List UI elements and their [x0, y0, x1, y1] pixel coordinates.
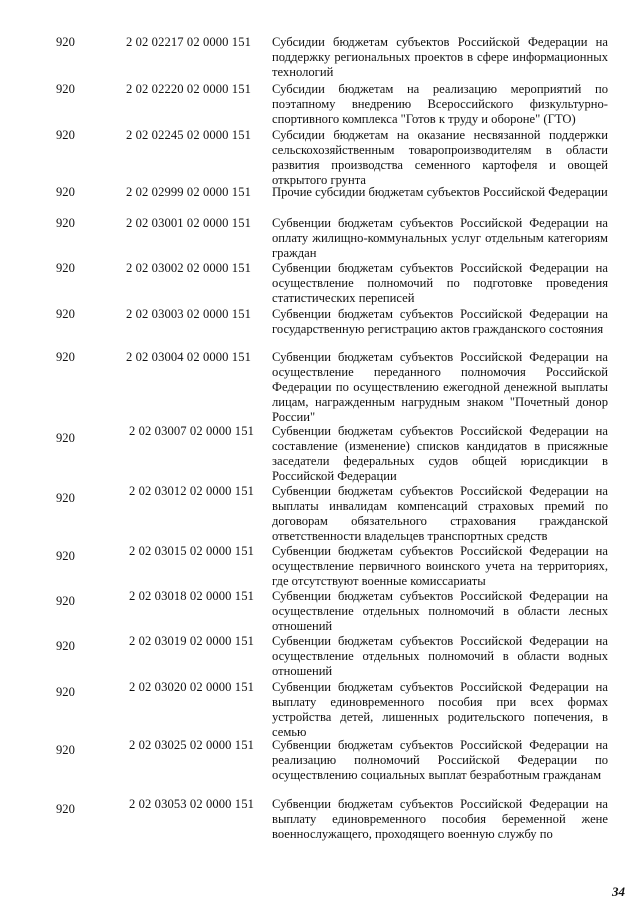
revenue-code: 2 02 03001 02 0000 151: [126, 216, 251, 230]
revenue-code: 2 02 03012 02 0000 151: [129, 484, 254, 498]
revenue-description: Субвенции бюджетам субъектов Российской Федерации на осуществление полномочий по подготовке проведения статистических переписей: [272, 261, 608, 305]
revenue-code: 2 02 03025 02 0000 151: [129, 738, 254, 752]
admin-code: 920: [56, 685, 75, 699]
revenue-description: Субсидии бюджетам на реализацию мероприятий по поэтапному внедрению Всероссийского физкультурно-спортивного комплекса "Готов к труду и обороне" (ГТО): [272, 82, 608, 126]
revenue-code: 2 02 03007 02 0000 151: [129, 424, 254, 438]
admin-code: 920: [56, 594, 75, 608]
revenue-code: 2 02 02999 02 0000 151: [126, 185, 251, 199]
revenue-code: 2 02 02220 02 0000 151: [126, 82, 251, 96]
admin-code: 920: [56, 639, 75, 653]
admin-code: 920: [56, 128, 75, 142]
revenue-description: Субвенции бюджетам субъектов Российской Федерации на оплату жилищно-коммунальных услуг отдельным категориям граждан: [272, 216, 608, 260]
revenue-description: Субсидии бюджетам субъектов Российской Федерации на поддержку региональных проектов в сфере информационных технологий: [272, 35, 608, 79]
revenue-description: Субвенции бюджетам субъектов Российской Федерации на выплату единовременного пособия беременной жене военнослужащего, проходящего военную службу по: [272, 797, 608, 841]
admin-code: 920: [56, 35, 75, 49]
revenue-code: 2 02 02217 02 0000 151: [126, 35, 251, 49]
admin-code: 920: [56, 802, 75, 816]
revenue-description: Субвенции бюджетам субъектов Российской Федерации на составление (изменение) списков кандидатов в присяжные заседатели федеральных судов общей юрисдикции в Российской Федерации: [272, 424, 608, 483]
admin-code: 920: [56, 549, 75, 563]
admin-code: 920: [56, 261, 75, 275]
page-number: 34: [612, 884, 625, 899]
revenue-description: Субвенции бюджетам субъектов Российской Федерации на выплату единовременного пособия при всех формах устройства детей, лишенных родительского попечения, в семью: [272, 680, 608, 739]
admin-code: 920: [56, 307, 75, 321]
revenue-description: Субвенции бюджетам субъектов Российской Федерации на выплаты инвалидам компенсаций страховых премий по договорам обязательного страхования гражданской ответственности владельцев транспортных средств: [272, 484, 608, 543]
admin-code: 920: [56, 185, 75, 199]
revenue-description: Субвенции бюджетам субъектов Российской Федерации на осуществление отдельных полномочий в области водных отношений: [272, 634, 608, 678]
admin-code: 920: [56, 743, 75, 757]
admin-code: 920: [56, 216, 75, 230]
revenue-code: 2 02 03018 02 0000 151: [129, 589, 254, 603]
admin-code: 920: [56, 350, 75, 364]
revenue-description: Субвенции бюджетам субъектов Российской Федерации на осуществление отдельных полномочий в области лесных отношений: [272, 589, 608, 633]
revenue-code: 2 02 03004 02 0000 151: [126, 350, 251, 364]
revenue-code: 2 02 03053 02 0000 151: [129, 797, 254, 811]
revenue-description: Прочие субсидии бюджетам субъектов Российской Федерации: [272, 185, 608, 199]
revenue-code: 2 02 02245 02 0000 151: [126, 128, 251, 142]
revenue-code: 2 02 03020 02 0000 151: [129, 680, 254, 694]
admin-code: 920: [56, 431, 75, 445]
revenue-code: 2 02 03019 02 0000 151: [129, 634, 254, 648]
revenue-code: 2 02 03002 02 0000 151: [126, 261, 251, 275]
revenue-description: Субвенции бюджетам субъектов Российской Федерации на осуществление переданного полномочия Российской Федерации по осуществлению ежегодной денежной выплаты лицам, награжденным нагрудным знаком "Почетный донор России": [272, 350, 608, 424]
admin-code: 920: [56, 82, 75, 96]
revenue-description: Субвенции бюджетам субъектов Российской Федерации на государственную регистрацию актов гражданского состояния: [272, 307, 608, 336]
revenue-description: Субсидии бюджетам на оказание несвязанной поддержки сельскохозяйственным товаропроизводителям в области развития производства семенного картофеля и овощей открытого грунта: [272, 128, 608, 187]
admin-code: 920: [56, 491, 75, 505]
revenue-code: 2 02 03003 02 0000 151: [126, 307, 251, 321]
revenue-description: Субвенции бюджетам субъектов Российской Федерации на реализацию полномочий Российской Федерации по осуществлению социальных выплат безработным гражданам: [272, 738, 608, 782]
revenue-description: Субвенции бюджетам субъектов Российской Федерации на осуществление первичного воинского учета на территориях, где отсутствуют военные комиссариаты: [272, 544, 608, 588]
revenue-code: 2 02 03015 02 0000 151: [129, 544, 254, 558]
